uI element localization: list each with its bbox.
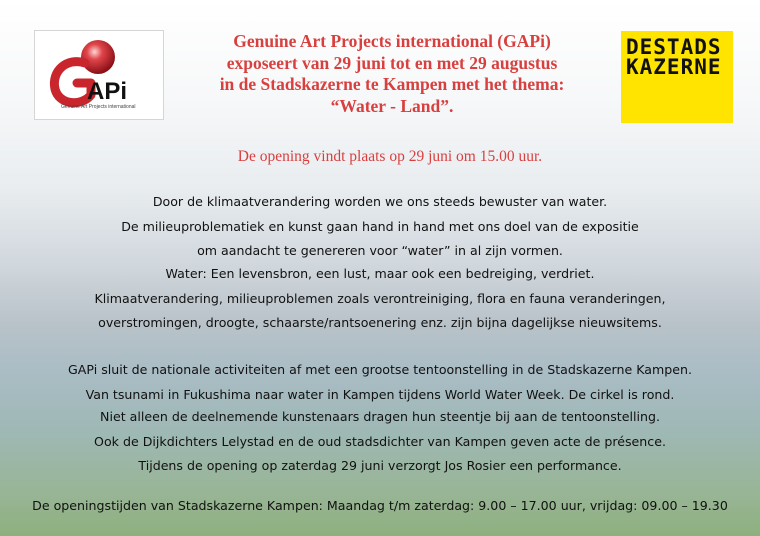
paragraph-line: om aandacht te genereren voor “water” in al zijn vormen. — [197, 243, 563, 258]
paragraph-line: Ook de Dijkdichters Lelystad en de oud stadsdichter van Kampen geven acte de présence. — [94, 433, 666, 449]
gapi-logo — [34, 30, 164, 120]
paragraph-climate — [0, 190, 760, 264]
paragraph-line: Door de klimaatverandering worden we ons steeds bewuster van water. — [152, 194, 608, 209]
exhibition-heading — [182, 31, 602, 117]
opening-announcement: De opening vindt plaats op 29 juni om 15.00 uur. — [237, 148, 543, 165]
heading-line: in de Stadskazerne te Kampen met het thema: — [219, 74, 565, 94]
paragraph-line: overstromingen, droogte, schaarste/rantsoenering enz. zijn bijna dagelijkse nieuwsitems. — [98, 315, 662, 330]
opening-hours-footer — [0, 494, 760, 519]
paragraph-participants — [0, 405, 760, 479]
paragraph-line: Niet alleen de deelnemende kunstenaars dragen hun steentje bij aan de tentoonstelling. — [100, 409, 660, 424]
paragraph-line: Water: Een levensbron, een lust, maar ook een bedreiging, verdriet. — [165, 266, 595, 281]
gapi-logo-subtitle: Genuine Art Projects international — [61, 104, 136, 110]
heading-line: exposeert van 29 juni tot en met 29 augustus — [226, 52, 558, 73]
paragraph-line: GAPi sluit de nationale activiteiten af met een grootse tentoonstelling in de Stadskazerne Kampen. — [68, 362, 692, 377]
stadskazerne-logo-line2: KAZERNE — [626, 55, 722, 79]
paragraph-line: Klimaatverandering, milieuproblemen zoals verontreiniging, flora en fauna veranderingen, — [94, 290, 666, 306]
stadskazerne-logo-line1: DESTADS — [626, 35, 722, 59]
stadskazerne-logo — [621, 31, 733, 123]
heading-line: Genuine Art Projects international (GAPi) — [233, 31, 551, 51]
opening-hours-text: De openingstijden van Stadskazerne Kampen: Maandag t/m zaterdag: 9.00 – 17.00 uur, vrijdag: 09.00 – 19.30 — [32, 498, 728, 513]
gapi-logo-mark: APi — [87, 78, 128, 105]
paragraph-line: Van tsunami in Fukushima naar water in Kampen tijdens World Water Week. De cirkel is rond. — [85, 386, 675, 402]
heading-line: “Water - Land”. — [330, 95, 454, 116]
paragraph-water — [0, 262, 760, 336]
paragraph-line: De milieuproblematiek en kunst gaan hand in hand met ons doel van de expositie — [121, 218, 639, 234]
paragraph-exhibition — [0, 358, 760, 407]
paragraph-line: Tijdens de opening op zaterdag 29 juni verzorgt Jos Rosier een performance. — [138, 458, 622, 473]
